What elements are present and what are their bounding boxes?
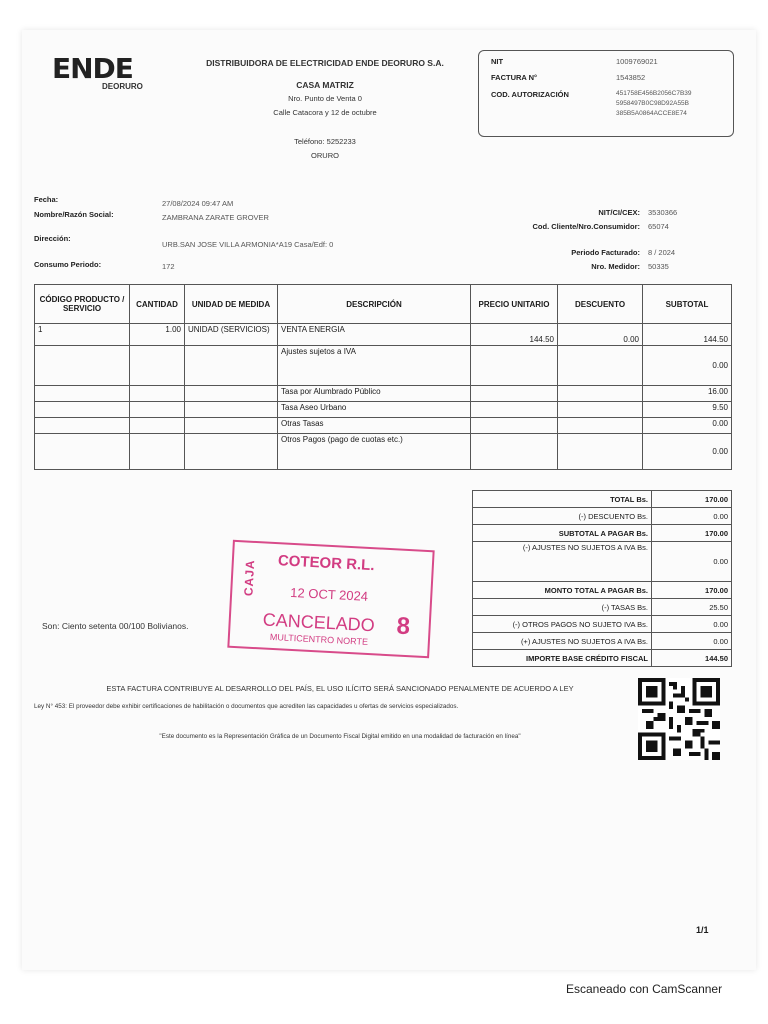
cell-subtotal: 144.50 <box>643 324 732 346</box>
total-value: 170.00 <box>652 491 732 508</box>
table-header-row <box>35 285 732 324</box>
totals-table <box>472 490 732 667</box>
subtotal-label: SUBTOTAL A PAGAR Bs. <box>473 525 652 542</box>
col-unidad: UNIDAD DE MEDIDA <box>185 285 278 324</box>
col-descripcion: DESCRIPCIÓN <box>278 285 471 324</box>
city: ORURO <box>311 151 339 160</box>
stamp-status: CANCELADO <box>262 609 376 636</box>
cell-subtotal: 9.50 <box>643 402 732 418</box>
stamp-caja: CAJA <box>241 559 258 597</box>
cell-subtotal: 0.00 <box>643 418 732 434</box>
total-row <box>473 491 732 508</box>
cell-descripcion: Tasa por Alumbrado Público <box>278 386 471 402</box>
nit-label: NIT <box>491 57 504 66</box>
monto-total-label: MONTO TOTAL A PAGAR Bs. <box>473 582 652 599</box>
nit-ci-value: 3530366 <box>648 208 678 217</box>
otros-pagos-label: (-) OTROS PAGOS NO SUJETO IVA Bs. <box>473 616 652 633</box>
fecha-label: Fecha: <box>34 195 59 204</box>
table-row <box>35 346 732 386</box>
ende-logo: ENDE <box>52 52 133 85</box>
col-codigo: CÓDIGO PRODUCTO / SERVICIO <box>35 285 130 324</box>
table-row <box>35 386 732 402</box>
cell-codigo: 1 <box>35 324 130 346</box>
cod-autorizacion-2: 5958497B0C98D92A55B <box>616 100 690 107</box>
cell-cantidad: 1.00 <box>130 324 185 346</box>
col-descuento: DESCUENTO <box>558 285 643 324</box>
items-table <box>34 284 732 470</box>
otros-pagos-value: 0.00 <box>652 616 732 633</box>
table-row <box>35 434 732 470</box>
phone: Teléfono: 5252233 <box>294 137 356 146</box>
stamp-header: COTEOR R.L. <box>277 552 375 575</box>
descuento-row <box>473 508 732 525</box>
cell-subtotal: 16.00 <box>643 386 732 402</box>
address-line-2: Calle Catacora y 12 de octubre <box>273 108 377 117</box>
monto-total-row <box>473 582 732 599</box>
nombre-value: ZAMBRANA ZARATE GROVER <box>162 213 269 222</box>
son-text: Son: Ciento setenta 00/100 Bolivianos. <box>42 621 189 631</box>
periodo-label: Periodo Facturado: <box>571 248 640 257</box>
ajustes-mas-value: 0.00 <box>652 633 732 650</box>
company-name: DISTRIBUIDORA DE ELECTRICIDAD ENDE DEORURO S.A. <box>206 58 444 68</box>
table-row <box>35 402 732 418</box>
camscanner-watermark: Escaneado con CamScanner <box>566 982 723 996</box>
qr-code-icon <box>638 678 720 760</box>
monto-total-value: 170.00 <box>652 582 732 599</box>
cell-precio: 144.50 <box>471 324 558 346</box>
ajustes-mas-row <box>473 633 732 650</box>
cancelado-stamp <box>227 540 434 658</box>
table-row <box>35 324 732 346</box>
ajustes-mas-label: (+) AJUSTES NO SUJETOS A IVA Bs. <box>473 633 652 650</box>
cod-cliente-value: 65074 <box>648 222 669 231</box>
col-cantidad: CANTIDAD <box>130 285 185 324</box>
tasas-value: 25.50 <box>652 599 732 616</box>
legend-3: "Este documento es la Representación Gráfica de un Documento Fiscal Digital emitido en una modalidad de facturación en línea" <box>159 733 521 740</box>
fecha-value: 27/08/2024 09:47 AM <box>162 199 234 208</box>
importe-base-label: IMPORTE BASE CRÉDITO FISCAL <box>473 650 652 667</box>
medidor-label: Nro. Medidor: <box>591 262 640 271</box>
ajustes-value: 0.00 <box>652 542 732 582</box>
nit-ci-label: NIT/CI/CEX: <box>598 208 640 217</box>
direccion-label: Dirección: <box>34 234 71 243</box>
ajustes-label: (-) AJUSTES NO SUJETOS A IVA Bs. <box>473 542 652 582</box>
medidor-value: 50335 <box>648 262 669 271</box>
cell-descripcion: Ajustes sujetos a IVA <box>278 346 471 386</box>
col-subtotal: SUBTOTAL <box>643 285 732 324</box>
cell-descripcion: Tasa Aseo Urbano <box>278 402 471 418</box>
legend-1: ESTA FACTURA CONTRIBUYE AL DESARROLLO DEL PAÍS, EL USO ILÍCITO SERÁ SANCIONADO PENALMENTE DE ACUERDO A LEY <box>106 684 574 693</box>
consumo-label: Consumo Periodo: <box>34 260 102 269</box>
consumo-value: 172 <box>162 262 175 271</box>
descuento-label: (-) DESCUENTO Bs. <box>473 508 652 525</box>
factura-value: 1543852 <box>616 73 646 82</box>
cell-subtotal: 0.00 <box>643 346 732 386</box>
subtotal-value: 170.00 <box>652 525 732 542</box>
stamp-date: 12 OCT 2024 <box>289 584 369 604</box>
cell-subtotal: 0.00 <box>643 434 732 470</box>
cell-descripcion: Otros Pagos (pago de cuotas etc.) <box>278 434 471 470</box>
cell-unidad: UNIDAD (SERVICIOS) <box>185 324 278 346</box>
nit-value: 1009769021 <box>616 57 658 66</box>
stamp-place: MULTICENTRO NORTE <box>269 631 369 647</box>
subtotal-row <box>473 525 732 542</box>
col-precio: PRECIO UNITARIO <box>471 285 558 324</box>
importe-base-row <box>473 650 732 667</box>
periodo-value: 8 / 2024 <box>648 248 676 257</box>
tasas-label: (-) TASAS Bs. <box>473 599 652 616</box>
fiscal-box <box>478 50 734 137</box>
cell-descripcion: Otras Tasas <box>278 418 471 434</box>
page-number: 1/1 <box>696 925 709 935</box>
tasas-row <box>473 599 732 616</box>
cod-autorizacion-1: 451758E456B2056C7B39 <box>616 90 692 97</box>
logo-subtitle: DEORURO <box>102 82 143 91</box>
factura-label: FACTURA N° <box>491 73 538 82</box>
cod-cliente-label: Cod. Cliente/Nro.Consumidor: <box>532 222 640 231</box>
cell-descuento: 0.00 <box>558 324 643 346</box>
total-label: TOTAL Bs. <box>473 491 652 508</box>
stamp-number: 8 <box>395 612 411 641</box>
importe-base-value: 144.50 <box>652 650 732 667</box>
address-line-1: Nro. Punto de Venta 0 <box>288 94 362 103</box>
legend-2: Ley N° 453: El proveedor debe exhibir certificaciones de habilitación o documentos que acrediten las capacidades u ofertas de servicios especializados. <box>34 703 459 710</box>
descuento-value: 0.00 <box>652 508 732 525</box>
direccion-value: URB.SAN JOSE VILLA ARMONIA*A19 Casa/Edf: 0 <box>162 240 334 249</box>
ajustes-row <box>473 542 732 582</box>
branch-name: CASA MATRIZ <box>296 80 354 90</box>
cod-autorizacion-label: COD. AUTORIZACIÓN <box>491 90 569 99</box>
otros-pagos-row <box>473 616 732 633</box>
table-row <box>35 418 732 434</box>
nombre-label: Nombre/Razón Social: <box>34 210 114 219</box>
cod-autorizacion-3: 385B5A0864ACCE8E74 <box>616 110 687 117</box>
cell-descripcion: VENTA ENERGIA <box>278 324 471 346</box>
